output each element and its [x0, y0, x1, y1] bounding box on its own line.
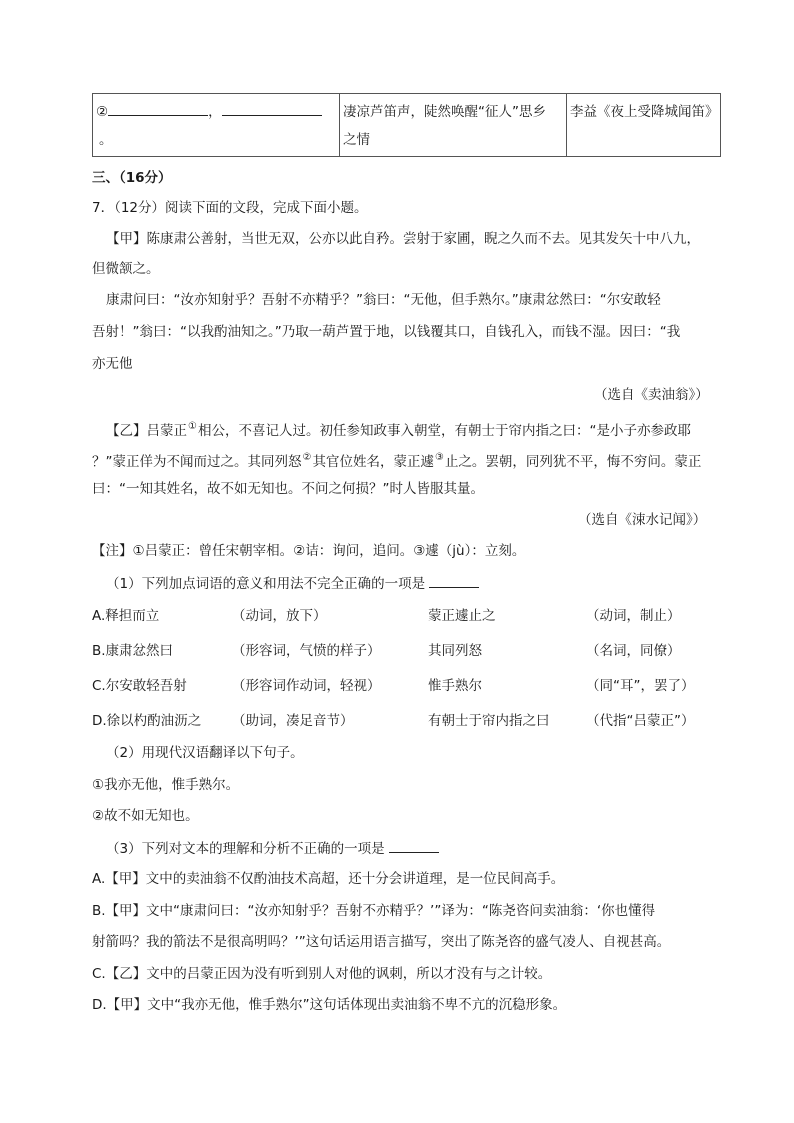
source-text: 李益《夜上受降城闻笛》	[570, 104, 719, 120]
answer-blank-1[interactable]	[108, 101, 208, 116]
option-d-explain: （助词，凑足音节）	[232, 713, 354, 729]
comma: ，	[208, 104, 222, 120]
circle-number: ②	[96, 104, 109, 120]
yi-line-2-a: ？”蒙正佯为不闻而过之。其同列怒	[92, 454, 302, 470]
option-b-explain: （形容词，气愤的样子）	[232, 643, 381, 659]
yi-line-1-b: 相公，不喜记人过。初任参知政事入朝堂，有朝士于帘内指之曰：“是小子亦参政耶	[197, 423, 691, 439]
jia-line-4: 吾射！”翁曰：“以我酌油知之。”乃取一葫芦置于地，以钱覆其口，自钱孔入，而钱不湿。因曰：“我	[92, 324, 681, 340]
jia-line-1: 【甲】陈康肃公善射，当世无双，公亦以此自矜。尝射于家圃，睨之久而不去。见其发矢十中八九，	[106, 231, 700, 247]
source-cell	[567, 94, 721, 157]
q1-stem-text: （1）下列加点词语的意义和用法不完全正确的一项是	[106, 576, 426, 592]
answer-blank-2[interactable]	[222, 101, 322, 116]
note-marker-1: ①	[188, 421, 197, 432]
poem-table	[92, 93, 721, 157]
jia-line-2: 但微颔之。	[92, 261, 160, 277]
option-c-explain: （形容词作动词，轻视）	[232, 678, 381, 694]
q2-stem: （2）用现代汉语翻译以下句子。	[106, 745, 304, 761]
option-a-word2: 蒙正遽止之	[428, 608, 496, 624]
yi-line-2-b: 其官位姓名，蒙正遽	[312, 454, 434, 470]
q3-option-b-line1[interactable]: B.【甲】文中“康肃问曰：“汝亦知射乎？吾射不亦精乎？’”译为：“陈尧咨问卖油翁：‘你也懂得	[92, 903, 656, 919]
table-row	[93, 94, 721, 157]
answer-cell	[93, 94, 340, 157]
option-b-explain2: （名词，同僚）	[586, 643, 681, 659]
jia-line-5: 亦无他	[92, 356, 133, 372]
meaning-text-line1: 凄凉芦笛声，陡然唤醒“征人”思乡	[343, 104, 546, 120]
meaning-text-line2: 之情	[343, 132, 370, 148]
q3-option-c[interactable]: C.【乙】文中的吕蒙正因为没有听到别人对他的讽刺，所以才没有与之计较。	[92, 966, 552, 982]
annotation-note: 【注】①吕蒙正：曾任宋朝宰相。②诘：询问，追问。③遽（jù）：立刻。	[92, 543, 526, 559]
yi-line-2	[92, 448, 701, 472]
option-c-word2: 惟手熟尔	[428, 678, 482, 694]
yi-line-1	[106, 417, 691, 441]
option-a-explain: （动词，放下）	[232, 608, 327, 624]
option-d-explain2: （代指“吕蒙正”）	[586, 713, 695, 729]
option-b-word: B.康肃忿然曰	[92, 643, 174, 659]
q3-stem-text: （3）下列对文本的理解和分析不正确的一项是	[106, 841, 385, 857]
option-d-word2: 有朝士于帘内指之曰	[428, 713, 550, 729]
q1-answer-blank[interactable]	[429, 573, 479, 588]
q2-sentence-2: ②故不如无知也。	[92, 808, 199, 824]
yi-line-3: 曰：“一知其姓名，故不如无知也。不问之何损？”时人皆服其量。	[92, 481, 484, 497]
option-a-word: A.释担而立	[92, 608, 160, 624]
q2-sentence-1: ①我亦无他，惟手熟尔。	[92, 777, 240, 793]
period: 。	[99, 132, 113, 148]
note-marker-3: ③	[434, 452, 444, 463]
q3-answer-blank[interactable]	[389, 838, 439, 853]
option-c-explain2: （同“耳”，罢了）	[586, 678, 695, 694]
q3-stem	[106, 838, 439, 859]
q3-option-b-line2[interactable]: 射箭吗？我的箭法不是很高明吗？’”这句话运用语言描写，突出了陈尧咨的盛气凌人、自视甚高。	[92, 934, 671, 950]
q3-option-d[interactable]: D.【甲】文中“我亦无他，惟手熟尔”这句话体现出卖油翁不卑不亢的沉稳形象。	[92, 997, 567, 1013]
jia-source: （选自《卖油翁》）	[594, 387, 709, 403]
question-7-intro: 7．（12分）阅读下面的文段，完成下面小题。	[92, 200, 368, 216]
q1-stem	[106, 573, 479, 594]
option-d-word: D.徐以杓酌油沥之	[92, 713, 202, 729]
yi-source: （选自《涑水记闻》）	[578, 512, 707, 528]
note-marker-2: ②	[302, 452, 312, 463]
option-b-word2: 其同列怒	[428, 643, 482, 659]
meaning-cell	[340, 94, 567, 157]
q3-option-a[interactable]: A.【甲】文中的卖油翁不仅酌油技术高超，还十分会讲道理，是一位民间高手。	[92, 871, 565, 887]
yi-line-2-c: 止之。罢朝，同列犹不平，悔不穷问。蒙正	[444, 454, 702, 470]
section-heading: 三、（16分）	[92, 170, 172, 186]
option-c-word: C.尔安敢轻吾射	[92, 678, 187, 694]
yi-line-1-a: 【乙】吕蒙正	[106, 423, 187, 439]
option-a-explain2: （动词，制止）	[586, 608, 681, 624]
jia-line-3: 康肃问曰：“汝亦知射乎？吾射不亦精乎？”翁曰：“无他，但手熟尔。”康肃忿然曰：“尔安敢轻	[106, 292, 661, 308]
